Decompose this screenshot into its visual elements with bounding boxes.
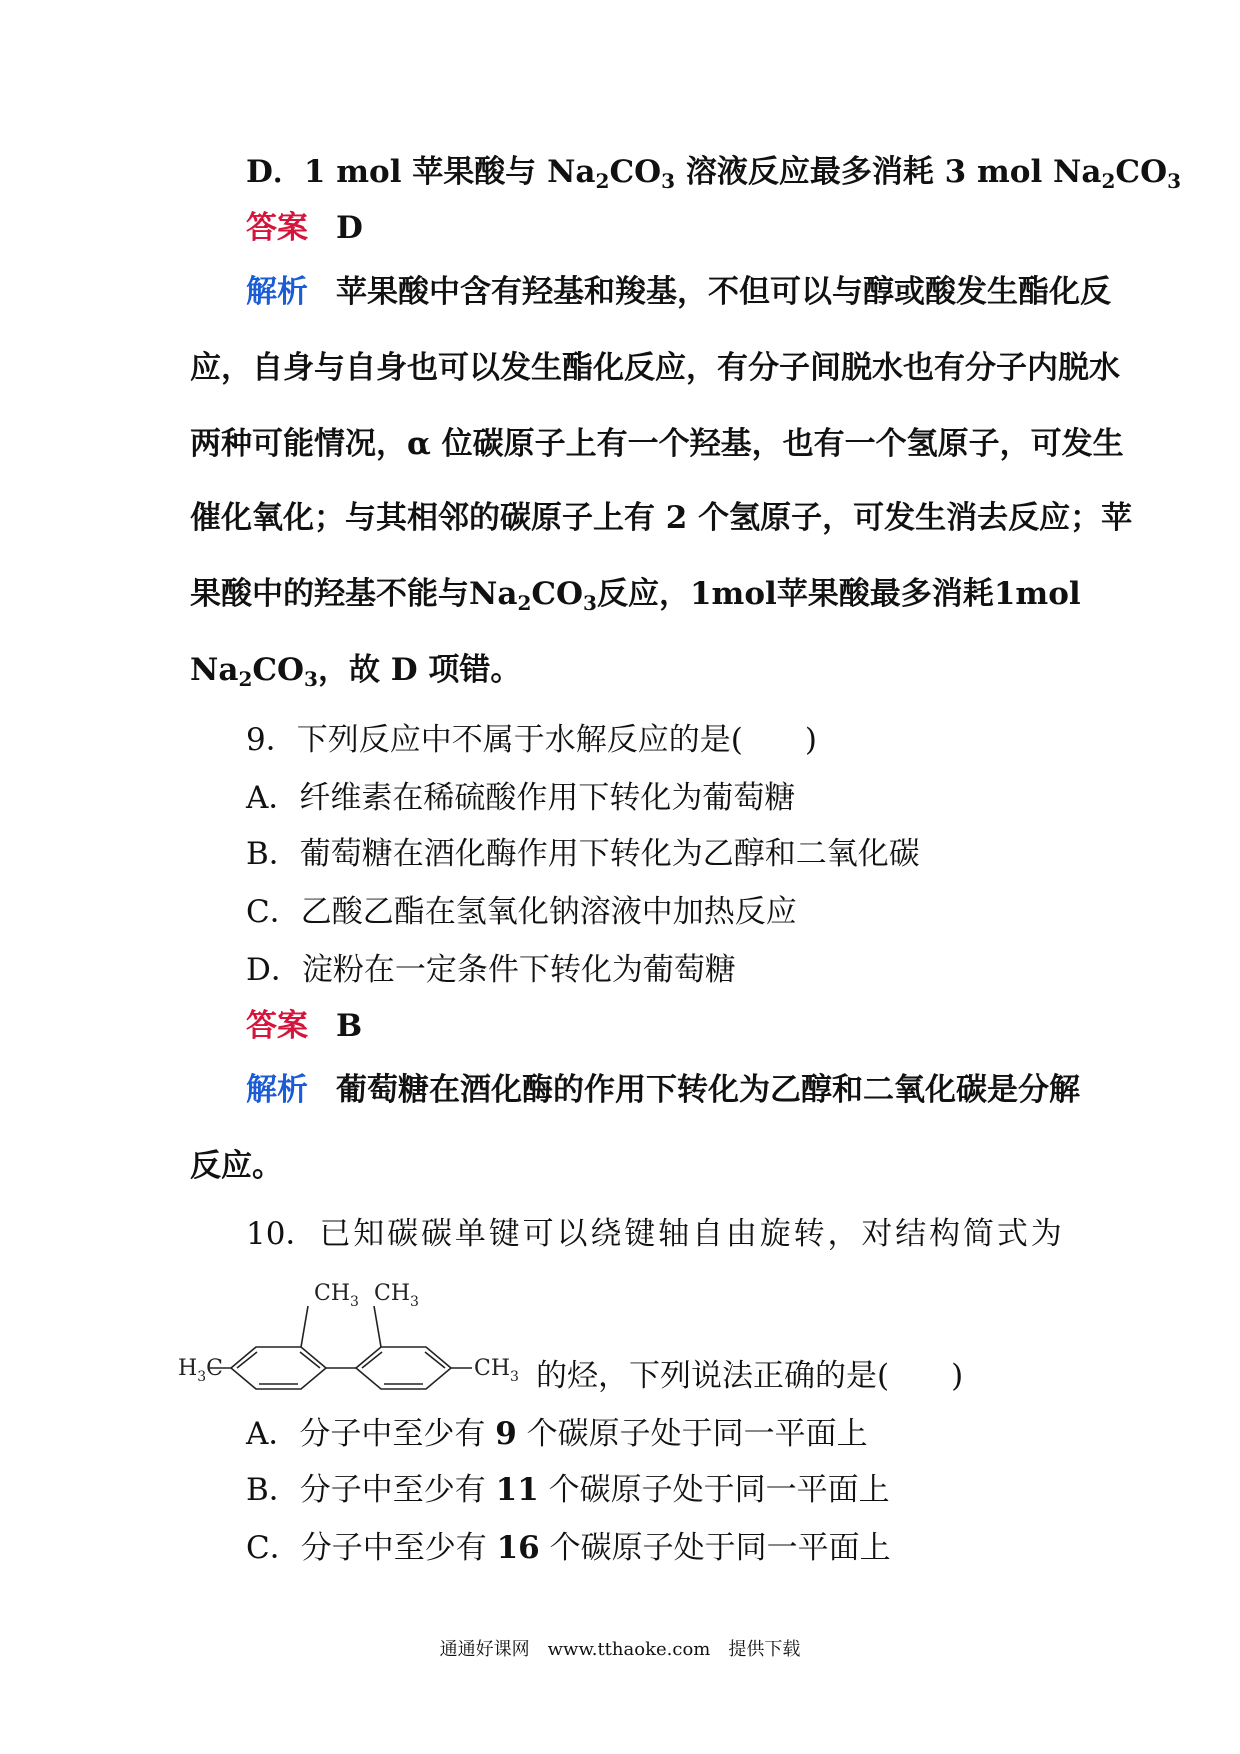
q10-option-a: A．分子中至少有 9 个碳原子处于同一平面上 (246, 1416, 868, 1452)
answer-label: 答案 (246, 1008, 308, 1044)
q9-option-b: B．葡萄糖在酒化酶作用下转化为乙醇和二氧化碳 (246, 836, 920, 872)
q8-answer (246, 208, 363, 248)
methyl-label-top-right: $CH_3$ (374, 1281, 419, 1310)
q8-analysis-line-1: 解析 苹果酸中含有羟基和羧基，不但可以与醇或酸发生酯化反 (246, 274, 1111, 310)
q8-analysis-line-5: 果酸中的羟基不能与 $Na_2CO_3$ 反应， 1 mol 苹果酸最多消耗 1 mol (190, 576, 1081, 615)
q10-option-b: B．分子中至少有 11 个碳原子处于同一平面上 (246, 1472, 890, 1508)
q9-analysis-line-2: 反应。 (190, 1148, 283, 1184)
analysis-label: 解析 (246, 274, 308, 310)
methyl-label-right: $CH_3$ (474, 1356, 519, 1385)
q9-option-c: C．乙酸乙酯在氢氧化钠溶液中加热反应 (246, 894, 797, 930)
benzene-ring-right (356, 1347, 451, 1389)
page-footer: 通通好课网 www.tthaoke.com 提供下载 (439, 1639, 801, 1660)
structural-formula-diagram (178, 1268, 536, 1408)
q10-stem: 10． 已 知 碳 碳 单 键 可 以 绕 键 轴 自 由 旋 转 ， 对 结 构 简 式 为 (246, 1216, 1062, 1252)
q9-analysis-line-1: 解析 葡萄糖在酒化酶的作用下转化为乙醇和二氧化碳是分解 (246, 1072, 1080, 1108)
methyl-label-left: $H_3C$ (178, 1356, 223, 1385)
q9-answer (246, 1006, 362, 1046)
answer-label: 答案 (246, 210, 308, 246)
analysis-label: 解析 (246, 1072, 308, 1108)
q9-option-d: D．淀粉在一定条件下转化为葡萄糖 (246, 952, 736, 988)
q8-analysis-line-6: $Na_2CO_3$，故 D 项错。 (190, 652, 522, 691)
q10-stem-tail: 的烃，下列说法正确的是( ) (536, 1358, 964, 1394)
benzene-ring-left (231, 1347, 326, 1389)
q8-analysis-line-4: 催化氧化；与其相邻的碳原子上有 2 个氢原子，可发生消去反应；苹 (190, 500, 1133, 536)
q8-option-d: D．1 mol 苹果酸与 $Na_2CO_3$ 溶液反应最多消耗 3 mol $Na_2CO_3$ (246, 154, 1181, 193)
answer-value: B (336, 1008, 363, 1044)
q8-analysis-line-2: 应，自身与自身也可以发生酯化反应，有分子间脱水也有分子内脱水 (190, 350, 1120, 386)
methyl-label-top-left: $CH_3$ (314, 1281, 359, 1310)
answer-value: D (336, 210, 363, 246)
q8-analysis-line-3: 两种可能情况，α 位碳原子上有一个羟基，也有一个氢原子，可发生 (190, 426, 1124, 462)
q10-option-c: C．分子中至少有 16 个碳原子处于同一平面上 (246, 1530, 891, 1566)
q9-option-a: A．纤维素在稀硫酸作用下转化为葡萄糖 (246, 780, 796, 816)
q9-stem: 9．下列反应中不属于水解反应的是( ) (246, 722, 817, 758)
